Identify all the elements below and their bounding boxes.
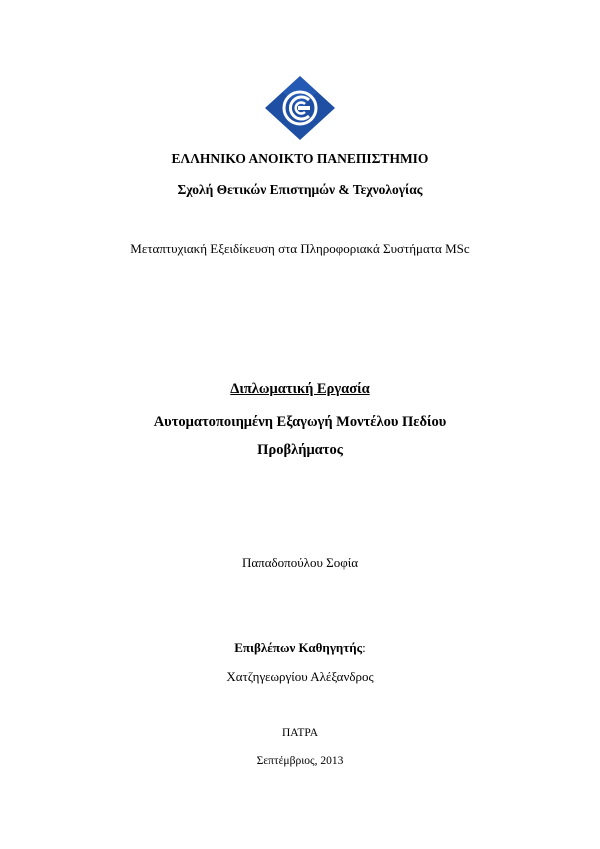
school-name: Σχολή Θετικών Επιστημών & Τεχνολογίας: [177, 182, 423, 197]
place: ΠΑΤΡΑ: [281, 727, 319, 739]
supervisor-heading: [0, 640, 600, 656]
university-name: ΕΛΛΗΝΙΚΟ ΑΝΟΙΚΤΟ ΠΑΝΕΠΙΣΤΗΜΙΟ: [171, 151, 429, 166]
author-name: Παπαδοπούλου Σοφία: [241, 555, 359, 570]
thesis-type: Διπλωματική Εργασία: [230, 381, 370, 397]
supervisor-label: Επιβλέπων Καθηγητής: [234, 640, 363, 655]
date: Σεπτέμβριος, 2013: [256, 755, 344, 767]
thesis-title-line-2: Προβλήματος: [257, 442, 343, 458]
supervisor-colon: :: [362, 640, 366, 655]
supervisor-name: Χατζηγεωργίου Αλέξανδρος: [226, 669, 374, 684]
university-logo-icon: [265, 76, 335, 140]
thesis-title-line-1: Αυτοματοποιημένη Εξαγωγή Μοντέλου Πεδίου: [153, 414, 447, 430]
program-name: Μεταπτυχιακή Εξειδίκευση στα Πληροφοριακά Συστήματα MSc: [130, 241, 470, 256]
